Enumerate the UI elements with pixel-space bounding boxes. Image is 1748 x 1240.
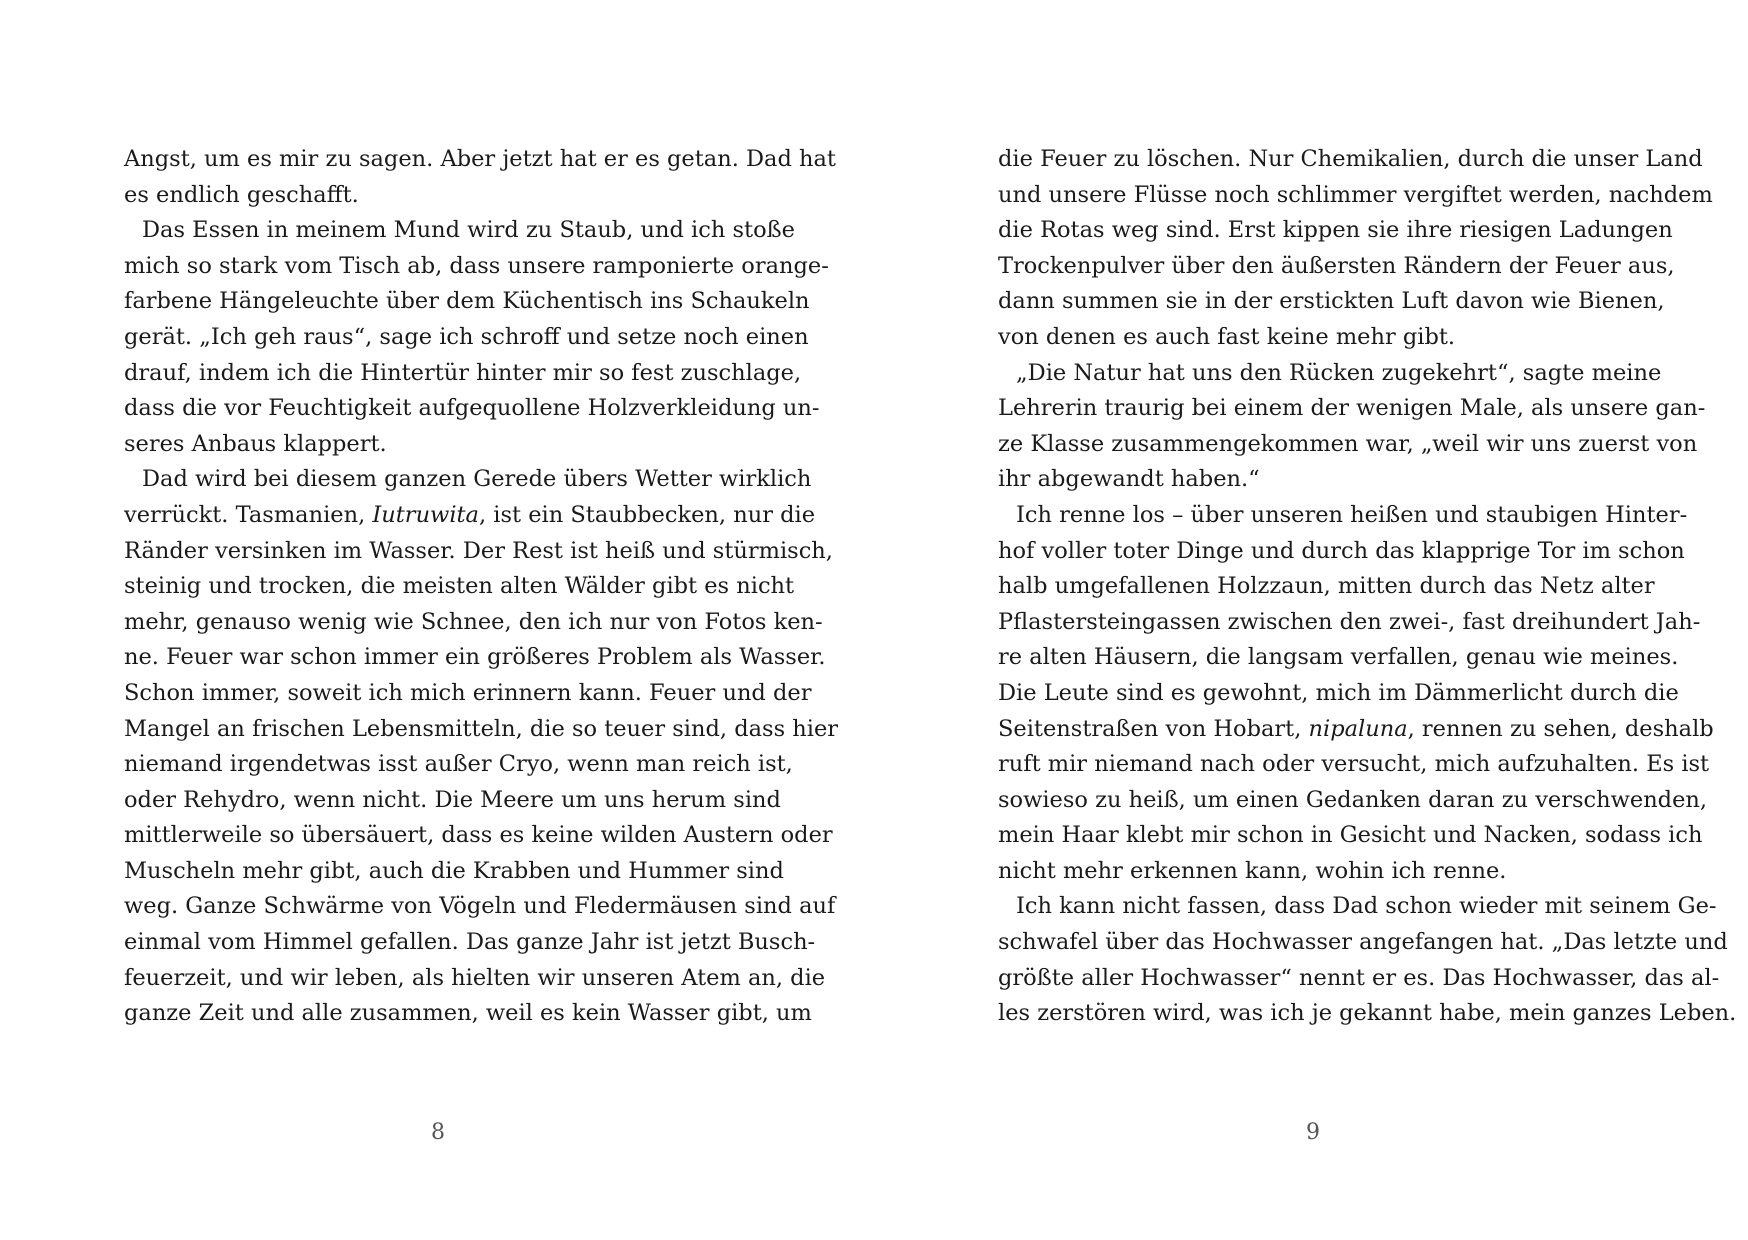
text-line: dass die vor Feuchtigkeit aufgequollene Holzverkleidung un-	[124, 395, 820, 422]
text-line: ne. Feuer war schon immer ein größeres Problem als Wasser.	[124, 644, 826, 671]
text-line: farbene Hängeleuchte über dem Küchentisch ins Schaukeln	[124, 288, 810, 315]
page-number-right: 9	[1306, 1120, 1320, 1145]
text-line: Pflastersteingassen zwischen den zwei-, fast dreihundert Jah-	[998, 608, 1701, 635]
text-line: „Die Natur hat uns den Rücken zugekehrt“, sagte meine	[1016, 359, 1662, 386]
text-line: Lehrerin traurig bei einem der wenigen Male, als unsere gan-	[998, 395, 1706, 422]
text-line: die Feuer zu löschen. Nur Chemikalien, durch die unser Land	[998, 146, 1703, 172]
text-line: einmal vom Himmel gefallen. Das ganze Jahr ist jetzt Busch-	[124, 929, 816, 956]
right-page	[874, 0, 1748, 1240]
text-line: Trockenpulver über den äußersten Rändern der Feuer aus,	[998, 252, 1675, 279]
text-line: dann summen sie in der erstickten Luft davon wie Bienen,	[998, 288, 1665, 315]
text-line: und unsere Flüsse noch schlimmer vergiftet werden, nachdem	[998, 181, 1713, 208]
text-line: sowieso zu heiß, um einen Gedanken daran zu verschwenden,	[998, 786, 1708, 813]
text-line: weg. Ganze Schwärme von Vögeln und Fledermäusen sind auf	[124, 893, 836, 920]
text-line: nicht mehr erkennen kann, wohin ich renne.	[998, 857, 1507, 884]
text-segment: , rennen zu sehen, deshalb	[1407, 715, 1714, 742]
text-line: die Rotas weg sind. Erst kippen sie ihre riesigen Ladungen	[998, 217, 1673, 244]
right-page-text	[998, 142, 1737, 1032]
text-line: Ich kann nicht fassen, dass Dad schon wieder mit seinem Ge-	[1016, 893, 1717, 920]
text-line: mich so stark vom Tisch ab, dass unsere ramponierte orange-	[124, 252, 829, 279]
text-line: feuerzeit, und wir leben, als hielten wir unseren Atem an, die	[124, 964, 826, 991]
text-line: ihr abgewandt haben.“	[998, 466, 1260, 493]
text-line: es endlich geschafft.	[124, 181, 359, 208]
text-line: mein Haar klebt mir schon in Gesicht und Nacken, sodass ich	[998, 822, 1703, 849]
text-line: niemand irgendetwas isst außer Cryo, wenn man reich ist,	[124, 751, 793, 778]
text-line: ruft mir niemand nach oder versucht, mich aufzuhalten. Es ist	[998, 751, 1710, 778]
text-line: größte aller Hochwasser“ nennt er es. Das Hochwasser, das al-	[998, 964, 1720, 991]
text-segment: , ist ein Staubbecken, nur die	[478, 501, 816, 528]
text-line: schwafel über das Hochwasser angefangen hat. „Das letzte und	[998, 929, 1728, 956]
left-page-text	[124, 142, 839, 1032]
text-line: re alten Häusern, die langsam verfallen, genau wie meines.	[998, 644, 1679, 671]
text-line: Die Leute sind es gewohnt, mich im Dämmerlicht durch die	[998, 679, 1679, 706]
text-line: hof voller toter Dinge und durch das klapprige Tor im schon	[998, 537, 1685, 564]
italic-place-name: nipaluna	[1308, 715, 1408, 742]
text-line: ganze Zeit und alle zusammen, weil es kein Wasser gibt, um	[124, 1000, 812, 1027]
text-line: Ränder versinken im Wasser. Der Rest ist heiß und stürmisch,	[124, 537, 833, 564]
text-line: halb umgefallenen Holzzaun, mitten durch das Netz alter	[998, 573, 1655, 600]
text-line: drauf, indem ich die Hintertür hinter mir so fest zuschlage,	[124, 359, 802, 386]
text-line: Dad wird bei diesem ganzen Gerede übers Wetter wirklich	[142, 466, 812, 493]
text-line: mittlerweile so übersäuert, dass es keine wilden Austern oder	[124, 822, 833, 849]
text-line	[124, 498, 816, 534]
text-line: von denen es auch fast keine mehr gibt.	[998, 323, 1456, 350]
text-line: Mangel an frischen Lebensmitteln, die so teuer sind, dass hier	[124, 715, 839, 742]
italic-place-name: Iutruwita	[372, 501, 479, 528]
text-line: ze Klasse zusammengekommen war, „weil wir uns zuerst von	[998, 430, 1698, 457]
text-line: Angst, um es mir zu sagen. Aber jetzt hat er es getan. Dad hat	[124, 146, 836, 172]
text-line: les zerstören wird, was ich je gekannt habe, mein ganzes Leben.	[998, 1000, 1737, 1027]
text-line: gerät. „Ich geh raus“, sage ich schroff und setze noch einen	[124, 323, 809, 350]
text-line: Muscheln mehr gibt, auch die Krabben und Hummer sind	[124, 857, 784, 884]
text-line: mehr, genauso wenig wie Schnee, den ich nur von Fotos ken-	[124, 608, 823, 635]
text-line: Das Essen in meinem Mund wird zu Staub, und ich stoße	[142, 217, 795, 244]
text-segment: verrückt. Tasmanien,	[124, 501, 373, 528]
text-line: seres Anbaus klappert.	[124, 430, 387, 457]
text-line: steinig und trocken, die meisten alten Wälder gibt es nicht	[124, 573, 795, 600]
text-line: Ich renne los – über unseren heißen und staubigen Hinter-	[1016, 501, 1688, 528]
text-line: oder Rehydro, wenn nicht. Die Meere um uns herum sind	[124, 786, 781, 813]
text-segment: Seitenstraßen von Hobart,	[998, 715, 1309, 742]
text-line	[998, 712, 1714, 748]
page-number-left: 8	[431, 1120, 445, 1145]
text-line: Schon immer, soweit ich mich erinnern kann. Feuer und der	[124, 679, 812, 706]
